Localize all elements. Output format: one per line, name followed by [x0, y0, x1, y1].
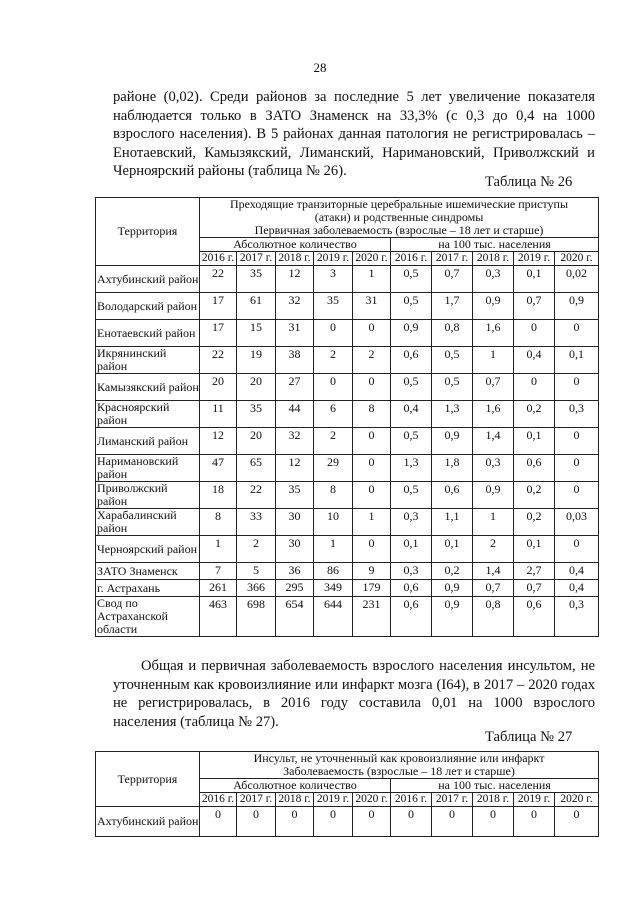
- table-row: [96, 347, 599, 374]
- abs-value-cell: 22: [237, 482, 276, 509]
- abs-value-cell: 30: [276, 509, 314, 536]
- table-row: [96, 374, 599, 401]
- abs-value-cell: 0: [353, 374, 391, 401]
- rate-value-cell: 0,1: [391, 536, 432, 563]
- year-header: 2017 г.: [237, 793, 276, 807]
- year-header: 2016 г.: [391, 793, 432, 807]
- territory-cell: Красноярский район: [96, 401, 200, 428]
- abs-value-cell: 31: [276, 320, 314, 347]
- rate-value-cell: 1,7: [432, 293, 473, 320]
- abs-value-cell: 8: [200, 509, 237, 536]
- abs-value-cell: 0: [353, 807, 391, 837]
- territory-cell: ЗАТО Знаменск: [96, 563, 200, 580]
- table-27-caption: Таблица № 27: [485, 729, 573, 745]
- territory-cell: Ахтубинский район: [96, 266, 200, 293]
- abs-value-cell: 5: [237, 563, 276, 580]
- rate-value-cell: 0,4: [555, 580, 599, 597]
- rate-value-cell: 0,3: [555, 401, 599, 428]
- year-header: 2019 г.: [314, 252, 353, 266]
- rate-value-cell: 0: [555, 807, 599, 837]
- abs-value-cell: 463: [200, 597, 237, 637]
- table-27: [95, 751, 599, 837]
- abs-value-cell: 19: [237, 347, 276, 374]
- rate-value-cell: 0,5: [391, 266, 432, 293]
- rate-value-cell: 0,3: [473, 455, 514, 482]
- abs-value-cell: 1: [353, 509, 391, 536]
- rate-value-cell: 0,6: [514, 597, 555, 637]
- table-row: [96, 320, 599, 347]
- abs-value-cell: 6: [314, 401, 353, 428]
- table-26-subtitle: Первичная заболеваемость (взрослые – 18 лет и старше): [254, 223, 544, 237]
- abs-value-cell: 0: [200, 807, 237, 837]
- territory-cell: Харабалинский район: [96, 509, 200, 536]
- abs-value-cell: 2: [353, 347, 391, 374]
- group-abs-header: Абсолютное количество: [200, 238, 391, 252]
- rate-value-cell: 0,7: [473, 374, 514, 401]
- rate-value-cell: 0,6: [391, 580, 432, 597]
- abs-value-cell: 29: [314, 455, 353, 482]
- rate-value-cell: 0,9: [473, 482, 514, 509]
- year-header: 2019 г.: [514, 252, 555, 266]
- territory-cell: Енотаевский район: [96, 320, 200, 347]
- year-header: 2017 г.: [237, 252, 276, 266]
- abs-value-cell: 1: [353, 266, 391, 293]
- abs-value-cell: 7: [200, 563, 237, 580]
- table-26-title-cell: [200, 198, 599, 238]
- territory-cell: Наримановский район: [96, 455, 200, 482]
- year-header: 2020 г.: [353, 252, 391, 266]
- abs-value-cell: 18: [200, 482, 237, 509]
- abs-value-cell: 644: [314, 597, 353, 637]
- abs-value-cell: 31: [353, 293, 391, 320]
- abs-value-cell: 20: [237, 374, 276, 401]
- territory-cell: Володарский район: [96, 293, 200, 320]
- territory-cell: Приволжский район: [96, 482, 200, 509]
- rate-value-cell: 1,4: [473, 563, 514, 580]
- rate-value-cell: 0,5: [391, 428, 432, 455]
- rate-value-cell: 0,4: [514, 347, 555, 374]
- year-header: 2020 г.: [353, 793, 391, 807]
- rate-value-cell: 2,7: [514, 563, 555, 580]
- rate-value-cell: 1,8: [432, 455, 473, 482]
- rate-value-cell: 0,5: [391, 293, 432, 320]
- rate-value-cell: 0,1: [514, 428, 555, 455]
- rate-value-cell: 1: [473, 509, 514, 536]
- abs-value-cell: 10: [314, 509, 353, 536]
- rate-value-cell: 1: [473, 347, 514, 374]
- rate-value-cell: 0,6: [514, 455, 555, 482]
- abs-value-cell: 20: [200, 374, 237, 401]
- rate-value-cell: 0,2: [514, 482, 555, 509]
- year-header: 2018 г.: [473, 793, 514, 807]
- rate-value-cell: 0,4: [555, 563, 599, 580]
- rate-value-cell: 0,5: [432, 347, 473, 374]
- abs-value-cell: 9: [353, 563, 391, 580]
- territory-cell: Свод по Астраханской области: [96, 597, 200, 637]
- abs-value-cell: 35: [237, 401, 276, 428]
- abs-value-cell: 61: [237, 293, 276, 320]
- rate-value-cell: 0,1: [514, 536, 555, 563]
- rate-value-cell: 0,1: [555, 347, 599, 374]
- group-rate-header: на 100 тыс. населения: [391, 779, 599, 793]
- territory-cell: Ахтубинский район: [96, 807, 200, 837]
- year-header: 2017 г.: [432, 252, 473, 266]
- rate-value-cell: 0: [555, 536, 599, 563]
- abs-value-cell: 261: [200, 580, 237, 597]
- rate-value-cell: 0,2: [432, 563, 473, 580]
- abs-value-cell: 17: [200, 320, 237, 347]
- abs-value-cell: 2: [237, 536, 276, 563]
- abs-value-cell: 2: [314, 347, 353, 374]
- abs-value-cell: 12: [276, 266, 314, 293]
- year-header: 2016 г.: [200, 252, 237, 266]
- abs-value-cell: 0: [237, 807, 276, 837]
- abs-value-cell: 2: [314, 428, 353, 455]
- rate-value-cell: 0,6: [432, 482, 473, 509]
- abs-value-cell: 8: [353, 401, 391, 428]
- rate-value-cell: 0,9: [432, 428, 473, 455]
- year-header: 2019 г.: [314, 793, 353, 807]
- territory-header: Территория: [96, 198, 200, 266]
- abs-value-cell: 86: [314, 563, 353, 580]
- abs-value-cell: 12: [200, 428, 237, 455]
- abs-value-cell: 33: [237, 509, 276, 536]
- rate-value-cell: 0: [555, 482, 599, 509]
- rate-value-cell: 1,3: [391, 455, 432, 482]
- abs-value-cell: 0: [314, 807, 353, 837]
- abs-value-cell: 1: [200, 536, 237, 563]
- table-row: [96, 509, 599, 536]
- table-row: [96, 401, 599, 428]
- abs-value-cell: 22: [200, 347, 237, 374]
- table-row: [96, 807, 599, 837]
- abs-value-cell: 11: [200, 401, 237, 428]
- abs-value-cell: 0: [353, 428, 391, 455]
- abs-value-cell: 32: [276, 428, 314, 455]
- year-header: 2017 г.: [432, 793, 473, 807]
- abs-value-cell: 44: [276, 401, 314, 428]
- rate-value-cell: 0,3: [555, 597, 599, 637]
- rate-value-cell: 0,1: [432, 536, 473, 563]
- table-row: [96, 455, 599, 482]
- table-26-title: Преходящие транзиторные церебральные ишемические приступы (атаки) и родственные синдромы: [229, 197, 569, 224]
- rate-value-cell: 0: [514, 374, 555, 401]
- rate-value-cell: 0: [555, 428, 599, 455]
- table-27-subtitle: Заболеваемость (взрослые – 18 лет и старше): [283, 764, 515, 778]
- rate-value-cell: 0,9: [555, 293, 599, 320]
- table-26: [95, 197, 599, 637]
- abs-value-cell: 12: [276, 455, 314, 482]
- rate-value-cell: 0,03: [555, 509, 599, 536]
- abs-value-cell: 179: [353, 580, 391, 597]
- rate-value-cell: 1,1: [432, 509, 473, 536]
- abs-value-cell: 65: [237, 455, 276, 482]
- year-header: 2020 г.: [555, 793, 599, 807]
- abs-value-cell: 0: [276, 807, 314, 837]
- abs-value-cell: 0: [314, 374, 353, 401]
- abs-value-cell: 36: [276, 563, 314, 580]
- abs-value-cell: 295: [276, 580, 314, 597]
- territory-cell: г. Астрахань: [96, 580, 200, 597]
- rate-value-cell: 0: [391, 807, 432, 837]
- rate-value-cell: 0: [555, 455, 599, 482]
- abs-value-cell: 0: [353, 320, 391, 347]
- abs-value-cell: 47: [200, 455, 237, 482]
- rate-value-cell: 0,3: [391, 509, 432, 536]
- table-row: [96, 482, 599, 509]
- rate-value-cell: 1,6: [473, 320, 514, 347]
- table-row: [96, 428, 599, 455]
- abs-value-cell: 349: [314, 580, 353, 597]
- rate-value-cell: 0,5: [391, 482, 432, 509]
- paragraph-stroke: Общая и первичная заболеваемость взрослого населения инсультом, не уточненным как кровоизлияние или инфаркт мозга (I64), в 2017 – 2020 годах не регистрировалась, в 2016 году составила 0,01 на 1000 взрослого населения (таблица № 27).: [113, 658, 595, 730]
- rate-value-cell: 2: [473, 536, 514, 563]
- rate-value-cell: 0,6: [391, 597, 432, 637]
- abs-value-cell: 35: [276, 482, 314, 509]
- rate-value-cell: 0,7: [473, 580, 514, 597]
- rate-value-cell: 0,8: [432, 320, 473, 347]
- group-rate-header: на 100 тыс. населения: [391, 238, 599, 252]
- table-27-title: Инсульт, не уточненный как кровоизлияние или инфаркт: [253, 751, 545, 765]
- abs-value-cell: 20: [237, 428, 276, 455]
- year-header: 2018 г.: [276, 793, 314, 807]
- rate-value-cell: 0,1: [514, 266, 555, 293]
- table-row: [96, 597, 599, 637]
- abs-value-cell: 698: [237, 597, 276, 637]
- abs-value-cell: 8: [314, 482, 353, 509]
- rate-value-cell: 1,6: [473, 401, 514, 428]
- year-header: 2016 г.: [200, 793, 237, 807]
- abs-value-cell: 38: [276, 347, 314, 374]
- territory-cell: Камызякский район: [96, 374, 200, 401]
- year-header: 2020 г.: [555, 252, 599, 266]
- rate-value-cell: 0: [432, 807, 473, 837]
- rate-value-cell: 0,7: [432, 266, 473, 293]
- table-26-caption: Таблица № 26: [485, 174, 573, 190]
- rate-value-cell: 0,5: [391, 374, 432, 401]
- abs-value-cell: 0: [353, 536, 391, 563]
- table-27-title-cell: [200, 752, 599, 779]
- year-header: 2018 г.: [473, 252, 514, 266]
- group-abs-header: Абсолютное количество: [200, 779, 391, 793]
- abs-value-cell: 0: [314, 320, 353, 347]
- rate-value-cell: 1,4: [473, 428, 514, 455]
- abs-value-cell: 366: [237, 580, 276, 597]
- abs-value-cell: 27: [276, 374, 314, 401]
- abs-value-cell: 654: [276, 597, 314, 637]
- territory-header: Территория: [96, 752, 200, 807]
- rate-value-cell: 0: [514, 807, 555, 837]
- rate-value-cell: 0,3: [391, 563, 432, 580]
- rate-value-cell: 0: [514, 320, 555, 347]
- year-header: 2016 г.: [391, 252, 432, 266]
- page-number: 28: [313, 60, 327, 75]
- rate-value-cell: 0,3: [473, 266, 514, 293]
- rate-value-cell: 0,9: [391, 320, 432, 347]
- rate-value-cell: 0,2: [514, 401, 555, 428]
- rate-value-cell: 0,8: [473, 597, 514, 637]
- abs-value-cell: 1: [314, 536, 353, 563]
- abs-value-cell: 3: [314, 266, 353, 293]
- abs-value-cell: 231: [353, 597, 391, 637]
- territory-cell: Черноярский район: [96, 536, 200, 563]
- rate-value-cell: 0,9: [432, 580, 473, 597]
- rate-value-cell: 0: [473, 807, 514, 837]
- rate-value-cell: 0: [555, 320, 599, 347]
- rate-value-cell: 0,4: [391, 401, 432, 428]
- abs-value-cell: 0: [353, 455, 391, 482]
- rate-value-cell: 1,3: [432, 401, 473, 428]
- abs-value-cell: 0: [353, 482, 391, 509]
- rate-value-cell: 0,7: [514, 293, 555, 320]
- table-row: [96, 293, 599, 320]
- rate-value-cell: 0,9: [473, 293, 514, 320]
- territory-cell: Икрянинский район: [96, 347, 200, 374]
- year-header: 2019 г.: [514, 793, 555, 807]
- rate-value-cell: 0,2: [514, 509, 555, 536]
- abs-value-cell: 15: [237, 320, 276, 347]
- rate-value-cell: 0: [555, 374, 599, 401]
- rate-value-cell: 0,02: [555, 266, 599, 293]
- territory-cell: Лиманский район: [96, 428, 200, 455]
- table-row: [96, 266, 599, 293]
- rate-value-cell: 0,5: [432, 374, 473, 401]
- abs-value-cell: 35: [237, 266, 276, 293]
- rate-value-cell: 0,9: [432, 597, 473, 637]
- abs-value-cell: 30: [276, 536, 314, 563]
- abs-value-cell: 32: [276, 293, 314, 320]
- abs-value-cell: 35: [314, 293, 353, 320]
- table-row: [96, 536, 599, 563]
- abs-value-cell: 22: [200, 266, 237, 293]
- rate-value-cell: 0,6: [391, 347, 432, 374]
- abs-value-cell: 17: [200, 293, 237, 320]
- table-row: [96, 580, 599, 597]
- table-row: [96, 563, 599, 580]
- year-header: 2018 г.: [276, 252, 314, 266]
- rate-value-cell: 0,7: [514, 580, 555, 597]
- paragraph-intro: районе (0,02). Среди районов за последние 5 лет увеличение показателя наблюдается только в ЗАТО Знаменск на 33,3% (с 0,3 до 0,4 на 1000 взрослого населения). В 5 районах данная патология не регистрировалась – Енотаевский, Камызякский, Лиманский, Наримановский, Приволжский и Черноярский районы (таблица № 26).: [113, 89, 595, 180]
